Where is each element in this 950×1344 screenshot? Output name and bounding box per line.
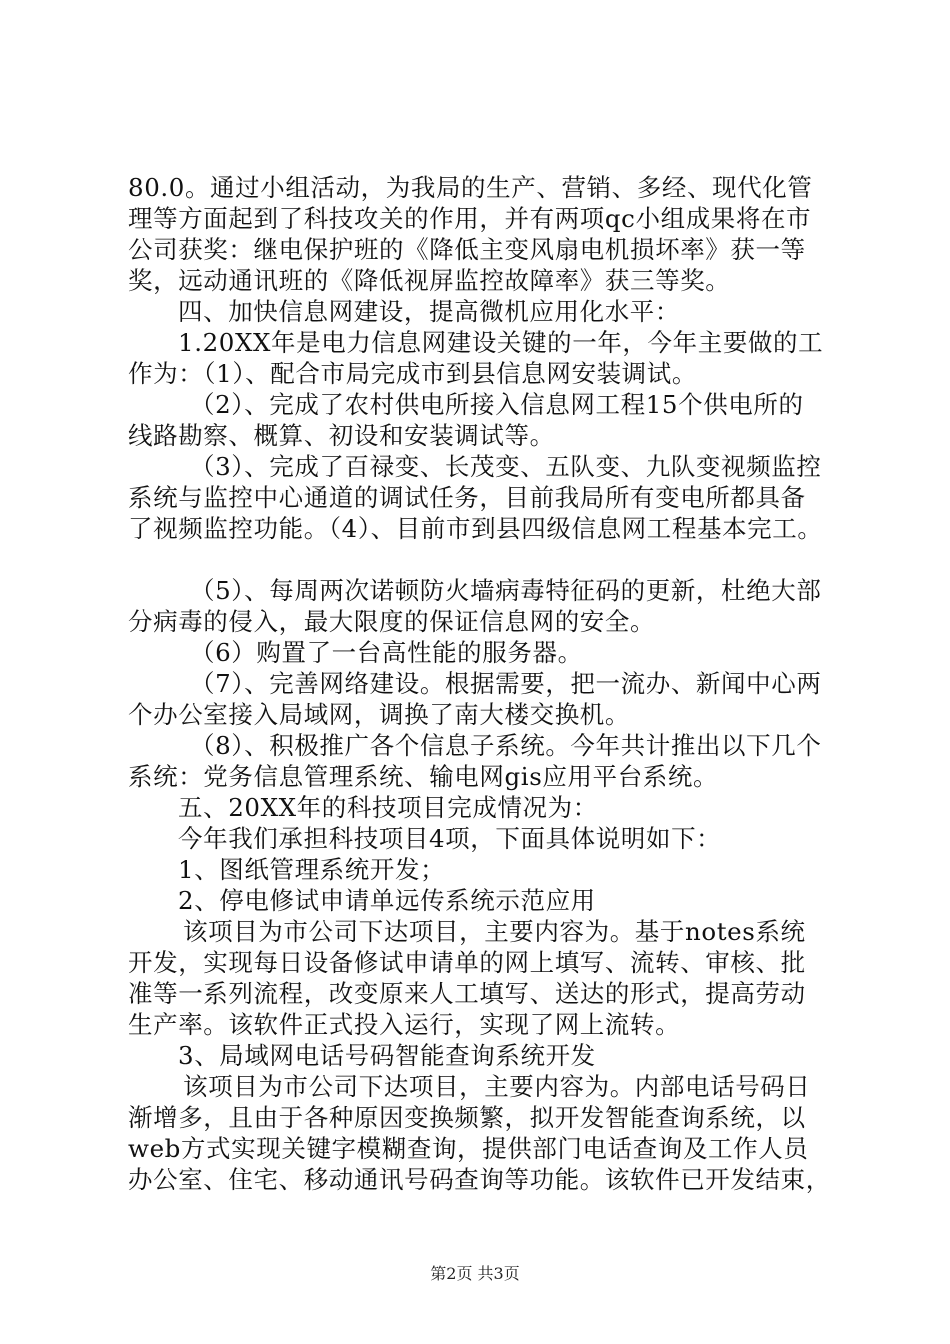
text-line: （8）、积极推广各个信息子系统。今年共计推出以下几个 (190, 731, 822, 760)
text-line: 80.0。通过小组活动，为我局的生产、营销、多经、现代化管 (128, 173, 813, 202)
text-line: 作为：（1）、配合市局完成市到县信息网安装调试。 (128, 359, 697, 388)
text-line: 今年我们承担科技项目4项，下面具体说明如下： (178, 824, 722, 853)
text-line: 该项目为市公司下达项目，主要内容为。内部电话号码日 (183, 1072, 811, 1101)
text-line: 1.20XX年是电力信息网建设关键的一年，今年主要做的工 (178, 328, 824, 357)
text-line: web方式实现关键字模糊查询，提供部门电话查询及工作人员 (128, 1134, 809, 1163)
text-line: 3、局域网电话号码智能查询系统开发 (178, 1041, 596, 1070)
text-line: 准等一系列流程，改变原来人工填写、送达的形式，提高劳动 (128, 979, 806, 1008)
text-line: 四、加快信息网建设，提高微机应用化水平： (178, 297, 680, 326)
text-line: 系统：党务信息管理系统、输电网gis应用平台系统。 (128, 762, 719, 791)
text-line: 1、图纸管理系统开发； (178, 855, 446, 884)
text-line: 分病毒的侵入，最大限度的保证信息网的安全。 (128, 607, 656, 636)
text-line: （3）、完成了百禄变、长茂变、五队变、九队变视频监控 (190, 452, 822, 481)
text-line: 了视频监控功能。（4）、目前市到县四级信息网工程基本完工。 (128, 514, 823, 543)
text-line: 系统与监控中心通道的调试任务，目前我局所有变电所都具备 (128, 483, 806, 512)
text-line: 奖，远动通讯班的《降低视屏监控故障率》获三等奖。 (128, 266, 731, 295)
text-line: 2、停电修试申请单远传系统示范应用 (178, 886, 596, 915)
text-line: 办公室、住宅、移动通讯号码查询等功能。该软件已开发结束， (128, 1165, 831, 1194)
text-line: 渐增多，且由于各种原因变换频繁，拟开发智能查询系统，以 (128, 1103, 806, 1132)
text-line (128, 544, 848, 575)
document-body (128, 172, 848, 1195)
text-line: 理等方面起到了科技攻关的作用，并有两项qc小组成果将在市 (128, 204, 812, 233)
text-line: （7）、完善网络建设。根据需要，把一流办、新闻中心两 (190, 669, 822, 698)
text-line: 生产率。该软件正式投入运行，实现了网上流转。 (128, 1010, 681, 1039)
text-line: 开发，实现每日设备修试申请单的网上填写、流转、审核、批 (128, 948, 806, 977)
text-line: （2）、完成了农村供电所接入信息网工程15个供电所的 (190, 390, 804, 419)
text-line: （5）、每周两次诺顿防火墙病毒特征码的更新，杜绝大部 (190, 576, 822, 605)
text-line: 该项目为市公司下达项目，主要内容为。基于notes系统 (183, 917, 806, 946)
text-line: 个办公室接入局域网，调换了南大楼交换机。 (128, 700, 630, 729)
text-line: （6）购置了一台高性能的服务器。 (190, 638, 583, 667)
page-footer: 第2页 共3页 (430, 1264, 520, 1283)
text-line: 线路勘察、概算、初设和安装调试等。 (128, 421, 555, 450)
text-line: 五、20XX年的科技项目完成情况为： (178, 793, 598, 822)
text-line: 公司获奖：继电保护班的《降低主变风扇电机损坏率》获一等 (128, 235, 806, 264)
